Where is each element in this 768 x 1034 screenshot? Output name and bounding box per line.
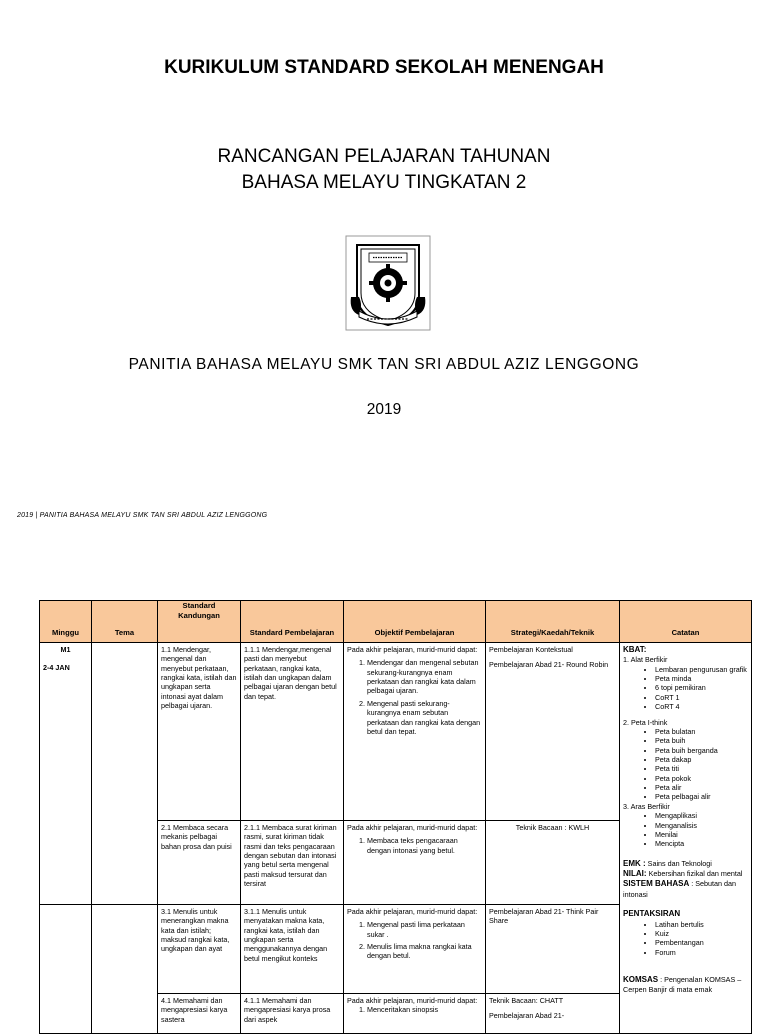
objektif-intro: Pada akhir pelajaran, murid-murid dapat: <box>347 996 478 1005</box>
catatan-list-item: • CoRT 1 <box>655 693 748 702</box>
strategi-cell <box>486 994 620 1034</box>
kbat-label: KBAT: <box>623 645 647 654</box>
year-label: 2019 <box>366 401 402 418</box>
sistem-bahasa-label: SISTEM BAHASA <box>623 879 690 889</box>
sk-cell: 1.1 Mendengar, mengenal dan menyebut perkataan, rangkai kata, istilah dan ungkapan serta intonasi ayat dalam pelbagai ujaran. <box>158 643 241 821</box>
sp-cell: 2.1.1 Membaca surat kiriman rasmi, surat kiriman tidak rasmi dan teks pengacaraan dengan sebutan dan intonasi yang betul serta mengenal pasti maksud tersurat dan tersirat <box>241 821 344 905</box>
catatan-list-item: • Peta alir <box>655 783 748 792</box>
sistem-bahasa-text: : Sebutan dan intonasi <box>623 879 736 899</box>
peta-ithink-label: 2. Peta I-think <box>623 717 668 727</box>
catatan-list-item: • Pembentangan <box>655 938 748 947</box>
school-crest-icon <box>345 235 431 331</box>
catatan-list-item: • Kuiz <box>655 929 748 938</box>
objektif-item: 1. Mengenal pasti lima perkataan sukar . <box>367 920 482 939</box>
strategi-item: Pembelajaran Abad 21- Think Pair Share <box>489 907 599 926</box>
header-standard-pembelajaran: Standard Pembelajaran <box>241 601 344 643</box>
alat-berfikir-label: 1. Alat Berfikir <box>623 655 668 665</box>
nilai-label: NILAI: <box>623 868 647 878</box>
tema-cell <box>92 643 158 905</box>
sp-cell: 4.1.1 Memahami dan mengapresiasi karya prosa dari aspek <box>241 994 344 1034</box>
header-objektif: Objektif Pembelajaran <box>344 601 486 643</box>
objektif-item: 2. Mengenal pasti sekurang-kurangnya enam sebutan perkataan dan rangkai kata dengan betul dan tepat. <box>367 699 482 736</box>
emk-line <box>623 859 748 869</box>
document-subtitle-1: RANCANGAN PELAJARAN TAHUNAN <box>217 146 551 167</box>
objektif-cell <box>344 994 486 1034</box>
catatan-list-item: • Lembaran pengurusan grafik <box>655 665 748 674</box>
objektif-cell <box>344 905 486 994</box>
strategi-cell <box>486 905 620 994</box>
catatan-list-item: • Mencipta <box>655 839 748 848</box>
nilai-text: Kebersihan fizikal dan mental <box>648 868 743 878</box>
page-footer: 2019 | PANITIA BAHASA MELAYU SMK TAN SRI ABDUL AZIZ LENGGONG <box>17 512 268 519</box>
objektif-item: 2. Menulis lima makna rangkai kata dengan betul. <box>367 942 482 961</box>
objektif-cell <box>344 821 486 905</box>
sk-cell: 2.1 Membaca secara mekanis pelbagai bahan prosa dan puisi <box>158 821 241 905</box>
objektif-item: 1. Membaca teks pengacaraan dengan intonasi yang betul. <box>367 836 482 855</box>
sp-cell: 3.1.1 Menulis untuk menyatakan makna kata, rangkai kata, istilah dan ungkapan serta menggunakannya dengan betul mengikut konteks <box>241 905 344 994</box>
catatan-list-item: • Menilai <box>655 830 748 839</box>
objektif-item: 1. Mendengar dan mengenal sebutan sekurang-kurangnya enam perkataan dan rangkai kata dalam pelbagai ujaran. <box>367 658 482 695</box>
catatan-list-item: • Latihan bertulis <box>655 920 748 929</box>
header-minggu: Minggu <box>40 601 92 643</box>
strategi-cell <box>486 821 620 905</box>
catatan-list-item: • Mengaplikasi <box>655 811 748 820</box>
objektif-item: 1. Menceritakan sinopsis <box>367 1005 482 1014</box>
catatan-list-item: • Peta titi <box>655 764 748 773</box>
emk-text: Sains dan Teknologi <box>647 858 712 868</box>
catatan-list-item: • Peta bulatan <box>655 727 748 736</box>
catatan-cell <box>620 643 752 1034</box>
komsas-label: KOMSAS <box>623 974 659 984</box>
document-subtitle-2: BAHASA MELAYU TINGKATAN 2 <box>241 172 527 193</box>
header-standard-kandungan: Standard Kandungan <box>158 601 241 643</box>
komsas-text: : Pengenalan KOMSAS – <box>660 974 742 984</box>
tema-cell <box>92 905 158 1034</box>
objektif-cell <box>344 643 486 821</box>
objektif-intro: Pada akhir pelajaran, murid-murid dapat: <box>347 907 478 916</box>
header-catatan: Catatan <box>620 601 752 643</box>
catatan-list-item: • Menganalisis <box>655 821 748 830</box>
week-date: 2-4 JAN <box>43 663 70 673</box>
catatan-list-item: • Peta dakap <box>655 755 748 764</box>
table-row <box>40 643 752 821</box>
sk-cell: 4.1 Memahami dan mengapresiasi karya sastera <box>158 994 241 1034</box>
emk-label: EMK : <box>623 858 646 868</box>
catatan-list-item: • Forum <box>655 948 748 957</box>
pentaksiran-label: PENTAKSIRAN <box>623 909 681 919</box>
table-header-row <box>40 601 752 643</box>
sistem-bahasa-line <box>623 879 748 899</box>
objektif-intro: Pada akhir pelajaran, murid-murid dapat: <box>347 645 478 654</box>
catatan-list-item: • Peta buih <box>655 736 748 745</box>
objektif-intro: Pada akhir pelajaran, murid-murid dapat: <box>347 823 478 832</box>
cerpen-text: Cerpen Banjir di mata emak <box>623 985 713 995</box>
strategi-item: Pembelajaran Abad 21- Round Robin <box>489 660 609 670</box>
catatan-list-item: • 6 topi pemikiran <box>655 683 748 692</box>
header-tema: Tema <box>92 601 158 643</box>
nilai-line <box>623 869 748 879</box>
strategi-item: Teknik Bacaan : KWLH <box>515 823 590 832</box>
sk-cell: 3.1 Menulis untuk menerangkan makna kata dan istilah; maksud rangkai kata, ungkapan dan ayat <box>158 905 241 994</box>
catatan-list-item: • Peta buih berganda <box>655 746 748 755</box>
strategi-item: Pembelajaran Abad 21- <box>489 1011 565 1021</box>
document-title: KURIKULUM STANDARD SEKOLAH MENENGAH <box>164 57 604 78</box>
panitia-heading: PANITIA BAHASA MELAYU SMK TAN SRI ABDUL AZIZ LENGGONG <box>128 356 640 373</box>
week-number: M1 <box>60 645 71 654</box>
strategi-cell <box>486 643 620 821</box>
komsas-line <box>623 975 748 985</box>
catatan-list-item: • Peta pelbagai alir <box>655 792 748 801</box>
catatan-list-item: • Peta pokok <box>655 774 748 783</box>
catatan-list-item: • Peta minda <box>655 674 748 683</box>
strategi-item: Pembelajaran Kontekstual <box>489 645 573 654</box>
strategi-item: Teknik Bacaan: CHATT <box>489 996 564 1005</box>
week-cell <box>40 905 92 1034</box>
lesson-plan-table <box>39 600 752 1034</box>
header-strategi: Strategi/Kaedah/Teknik <box>486 601 620 643</box>
sp-cell: 1.1.1 Mendengar,mengenal pasti dan menyebut perkataan, rangkai kata, istilah dan ungkapan dalam pelbagai ujaran dengan betul dan tepat. <box>241 643 344 821</box>
week-cell <box>40 643 92 905</box>
catatan-list-item: • CoRT 4 <box>655 702 748 711</box>
aras-berfikir-label: 3. Aras Berfikir <box>623 801 670 811</box>
